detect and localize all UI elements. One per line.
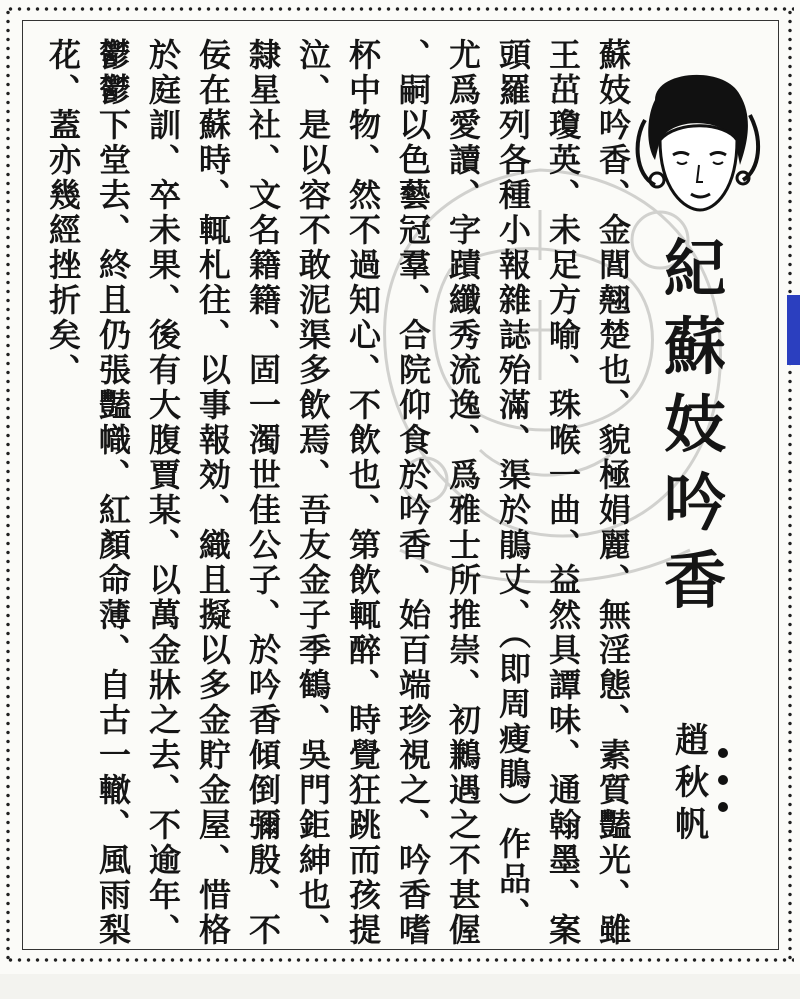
text-column-2: 王茁瓊英、未足方喻、珠喉一曲、益然具譚味、通翰墨、案 [544,38,582,948]
title-char: 吟 [663,466,726,539]
text-column-4: 尤爲愛讀、字蹟纖秀流逸、爲雅士所推崇、初鶼遇之不甚偓 [444,38,482,948]
text-column-11: 鬱鬱下堂去、終且仍張豔幟、紅顏命薄、自古一轍、風雨梨 [94,38,132,948]
title-char: 妓 [663,388,726,461]
author-char: 趙 [675,721,709,761]
article-title [660,230,730,617]
title-char: 香 [663,544,726,617]
bottom-margin [0,974,800,999]
title-char: 紀 [663,232,726,305]
text-column-12: 花、蓋亦幾經挫折矣、 [44,38,82,388]
title-char: 蘇 [663,310,726,383]
text-column-5: 、嗣以色藝冠羣、合院仰食於吟香、始百端珍視之、吟香嗜 [394,38,432,948]
woman-portrait-icon [615,60,765,230]
text-column-6: 杯中物、然不過知心、不飲也、第飲輒醉、時覺狂跳而孩提 [344,38,382,948]
text-column-7: 泣、是以容不敢泥渠多飲焉、吾友金子季鶴、吳門鉅紳也、 [294,38,332,948]
dotted-border-right [783,8,797,964]
author-char: 帆 [675,805,709,845]
text-column-10: 於庭訓、卒未果、後有大腹賈某、以萬金牀之去、不逾年、 [144,38,182,948]
author-char: 秋 [675,763,709,803]
text-column-8: 隸星社、文名籍籍、固一濁世佳公子、於吟香傾倒彌殷、不 [244,38,282,948]
text-column-3: 頭羅列各種小報雜誌殆滿、渠於鵑丈、（即周瘦鵑）作品、 [494,38,532,932]
text-column-1: 蘇妓吟香、金閭翹楚也、貌極娟麗、無淫態、素質豔光、雖 [594,38,632,948]
dotted-border-bottom [6,953,794,967]
author-dots-icon [715,748,731,838]
edge-color-mark [787,295,800,365]
author-name [667,720,717,860]
dotted-border-top [6,2,794,16]
text-column-9: 佞在蘇時、輒札往、以事報効、織且擬以多金貯金屋、惜格 [194,38,232,948]
dotted-border-left [1,8,15,964]
